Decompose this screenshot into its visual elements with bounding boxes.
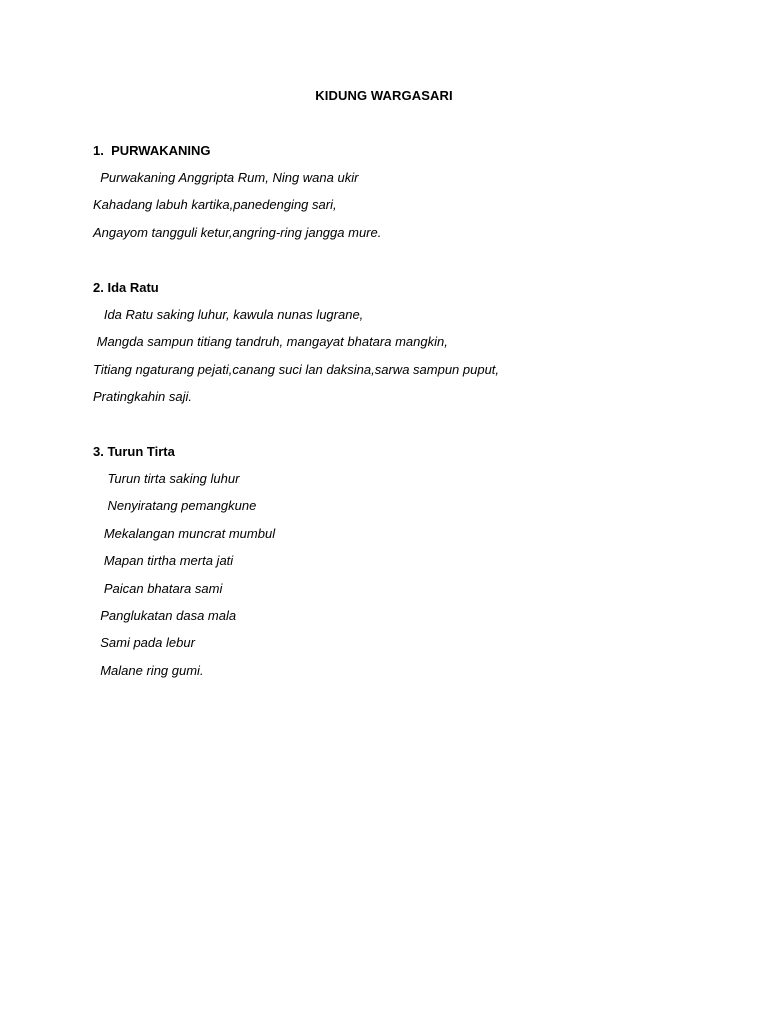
section-turun-tirta xyxy=(93,444,713,690)
verse-line: Turun tirta saking luhur xyxy=(93,471,240,486)
verse-line: Titiang ngaturang pejati,canang suci lan daksina,sarwa sampun puput, xyxy=(93,361,500,377)
verse-line: Malane ring gumi. xyxy=(93,662,204,678)
section-heading: 2. Ida Ratu xyxy=(93,280,159,295)
verse-line: Kahadang labuh kartika,panedenging sari, xyxy=(93,197,337,213)
verse-line: Sami pada lebur xyxy=(93,635,195,651)
verse-line: Panglukatan dasa mala xyxy=(93,607,237,623)
verse-line: Angayom tangguli ketur,angring-ring jangga mure. xyxy=(93,224,382,240)
section-heading: 3. Turun Tirta xyxy=(93,444,175,459)
section-ida-ratu xyxy=(93,280,713,417)
verse-line: Pratingkahin saji. xyxy=(93,389,192,405)
verse-line: Mapan tirtha merta jati xyxy=(93,553,234,569)
verse-line: Purwakaning Anggripta Rum, Ning wana ukir xyxy=(93,170,359,185)
section-heading: 1. PURWAKANING xyxy=(93,143,211,158)
verse-line: Paican bhatara sami xyxy=(93,580,223,596)
verse-line: Nenyiratang pemangkune xyxy=(93,498,257,514)
verse-line: Mekalangan muncrat mumbul xyxy=(93,525,276,541)
document-title: KIDUNG WARGASARI xyxy=(315,88,453,103)
verse-line: Mangda sampun titiang tandruh, mangayat bhatara mangkin, xyxy=(93,334,448,350)
verse-line: Ida Ratu saking luhur, kawula nunas lugrane, xyxy=(93,307,364,322)
section-purwakaning xyxy=(93,143,713,252)
